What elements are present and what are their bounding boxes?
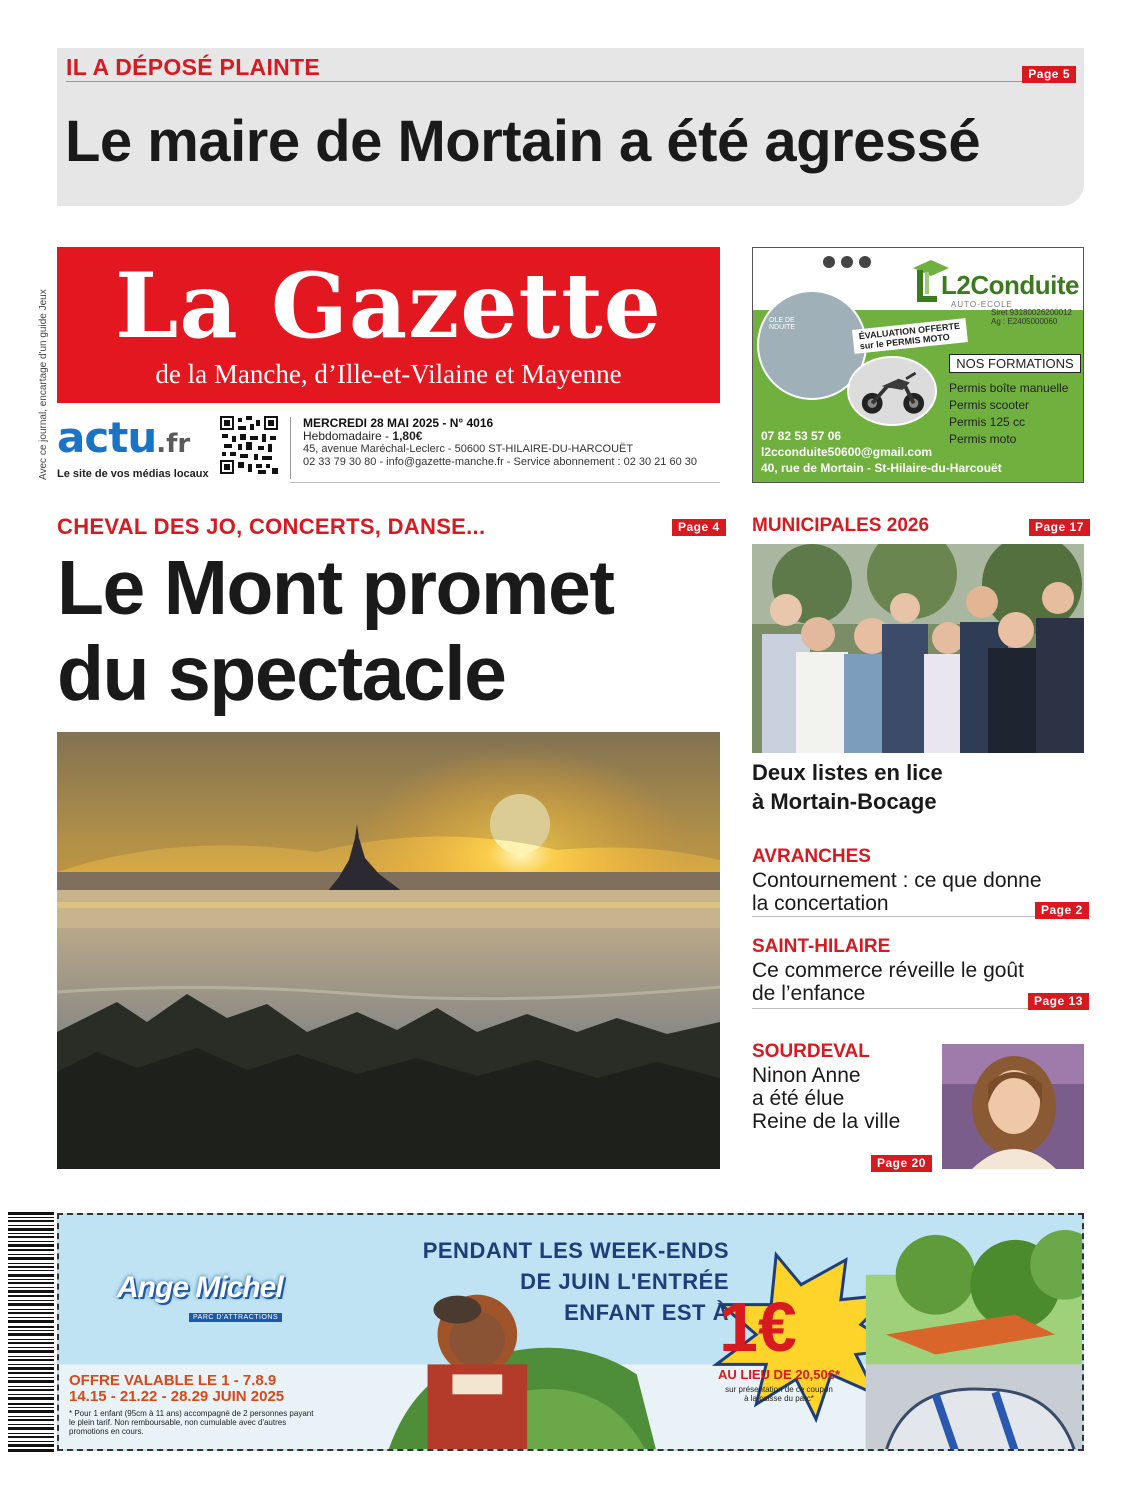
ad-driving-school[interactable] [752,247,1084,483]
insert-note [38,290,58,490]
brief-page-tag-saint-hilaire[interactable]: Page 13 [1028,993,1089,1010]
top-story-headline[interactable]: Le maire de Mortain a été agressé [65,109,981,174]
coupon-offer-line: OFFRE VALABLE LE 1 - 7.8.9 [69,1372,277,1389]
masthead-title: La Gazette [115,253,662,359]
brief-line: Ce commerce réveille le goût [752,959,1024,982]
municipales-kicker: MUNICIPALES 2026 [752,515,930,536]
sourdeval-headline[interactable] [752,1064,900,1133]
coupon-offer-line: 14.15 - 21.22 - 28.29 JUIN 2025 [69,1388,285,1405]
qr-code-icon[interactable] [220,416,278,474]
coupon-line: DE JUIN L'ENTRÉE [520,1269,729,1294]
barcode-icon [8,1212,54,1452]
top-story-banner[interactable] [57,48,1084,206]
ange-michel-logo-sub: PARC D'ATTRACTIONS [189,1313,282,1322]
ad-coupon-ange-michel[interactable] [57,1213,1084,1451]
sourdeval-page-tag[interactable]: Page 20 [871,1155,932,1172]
municipales-headline[interactable] [752,758,943,816]
coupon-condition: sur présentation de ce coupon à la caisse du parc* [725,1385,833,1403]
actu-logo-text: actu [57,413,157,462]
headline-line: a été élue [752,1087,845,1110]
ad-brand-logo [911,258,1081,310]
ad-brand-sub: AUTO-ECOLE [951,300,1013,309]
coupon-line: PENDANT LES WEEK-ENDS [422,1238,729,1263]
masthead[interactable] [57,247,720,403]
brief-line: la concertation [752,892,889,915]
brief-title-avranches[interactable] [752,869,1042,915]
masthead-subtitle: de la Manche, d’Ille-et-Vilaine et Mayenne [155,359,622,389]
coupon-regular-price: AU LIEU DE 20,50€* [717,1367,841,1382]
headline-line: Deux listes en lice [752,760,943,785]
dots-icon [823,256,871,268]
brief-line: de l’enfance [752,982,866,1005]
coupon-line: ENFANT EST À [564,1300,729,1325]
issue-info [290,417,720,479]
ad-brand-name: L2Conduite [941,270,1079,300]
list-item: Permis boîte manuelle [949,381,1069,395]
ad-agrement: Ag : E2405000060 [991,317,1058,326]
frequency: Hebdomadaire - [303,429,393,443]
top-story-page-tag[interactable]: Page 5 [1022,66,1076,83]
headline-line: Reine de la ville [752,1110,901,1133]
brief-title-saint-hilaire[interactable] [752,959,1024,1005]
divider [66,81,1075,82]
coupon-fine-print: * Pour 1 enfant (95cm à 11 ans) accompagné de 2 personnes payant le plein tarif. Non remboursable, non cumulable avec d'autres promotions en cours. [69,1409,314,1436]
main-headline-line: Le Mont promet [57,545,614,631]
actu-tagline: Le site de vos médias locaux [57,468,209,480]
contact-line: 02 33 79 30 80 - info@gazette-manche.fr - Service abonnement : 02 30 21 60 30 [303,456,697,468]
ad-evaluation-banner: ÉVALUATION OFFERTE sur le PERMIS MOTO [852,318,968,354]
main-headline-line: du spectacle [57,631,506,717]
motorbike-photo [847,356,937,426]
actu-logo-suffix: .fr [156,429,191,459]
insert-note-text: Avec ce journal, encartage d'un guide Jeux [38,289,49,480]
main-story-kicker: CHEVAL DES JO, CONCERTS, DANSE... [57,514,486,539]
coupon-offer-dates [69,1373,284,1405]
top-story-kicker: IL A DÉPOSÉ PLAINTE [66,54,321,80]
brief-line: Contournement : ce que donne [752,869,1042,892]
main-story-page-tag[interactable]: Page 4 [672,519,726,536]
brief-page-tag-avranches[interactable]: Page 2 [1035,902,1089,919]
coupon-price: 1€ [719,1288,797,1366]
list-item: Permis 125 cc [949,415,1026,429]
ange-michel-logo: Ange Michel [117,1271,283,1304]
headline-line: Ninon Anne [752,1064,861,1087]
issue-date-number: MERCREDI 28 MAI 2025 - N° 4016 [303,416,494,430]
ad-contact [761,428,1002,476]
actu-logo[interactable] [57,413,217,480]
list-item: Permis moto [949,432,1017,446]
brief-kicker-saint-hilaire: SAINT-HILAIRE [752,936,891,957]
ad-formations-label: NOS FORMATIONS [949,354,1081,373]
queen-portrait-photo[interactable] [942,1044,1084,1169]
sourdeval-kicker: SOURDEVAL [752,1041,870,1062]
shop-sign: OLE DE NDUITE [769,317,796,331]
price: 1,80€ [392,429,423,443]
ad-phone[interactable]: 07 82 53 57 06 [761,429,842,443]
mont-saint-michel-sunset-photo[interactable] [57,732,720,1169]
divider [290,482,720,483]
coupon-headline [419,1235,729,1328]
ad-registration [991,308,1077,326]
brief-kicker-avranches: AVRANCHES [752,846,871,867]
candidates-group-photo[interactable] [752,544,1084,753]
ad-siret: Siret 93180026200012 [991,308,1072,317]
main-story-headline[interactable] [57,545,697,717]
ad-address: 40, rue de Mortain - St-Hilaire-du-Harcouët [761,461,1002,475]
ad-email[interactable]: l2cconduite50600@gmail.com [761,445,933,459]
list-item: Permis scooter [949,398,1030,412]
headline-line: à Mortain-Bocage [752,789,937,814]
address: 45, avenue Maréchal-Leclerc - 50600 ST-HILAIRE-DU-HARCOUËT [303,443,634,455]
municipales-page-tag[interactable]: Page 17 [1029,519,1090,536]
